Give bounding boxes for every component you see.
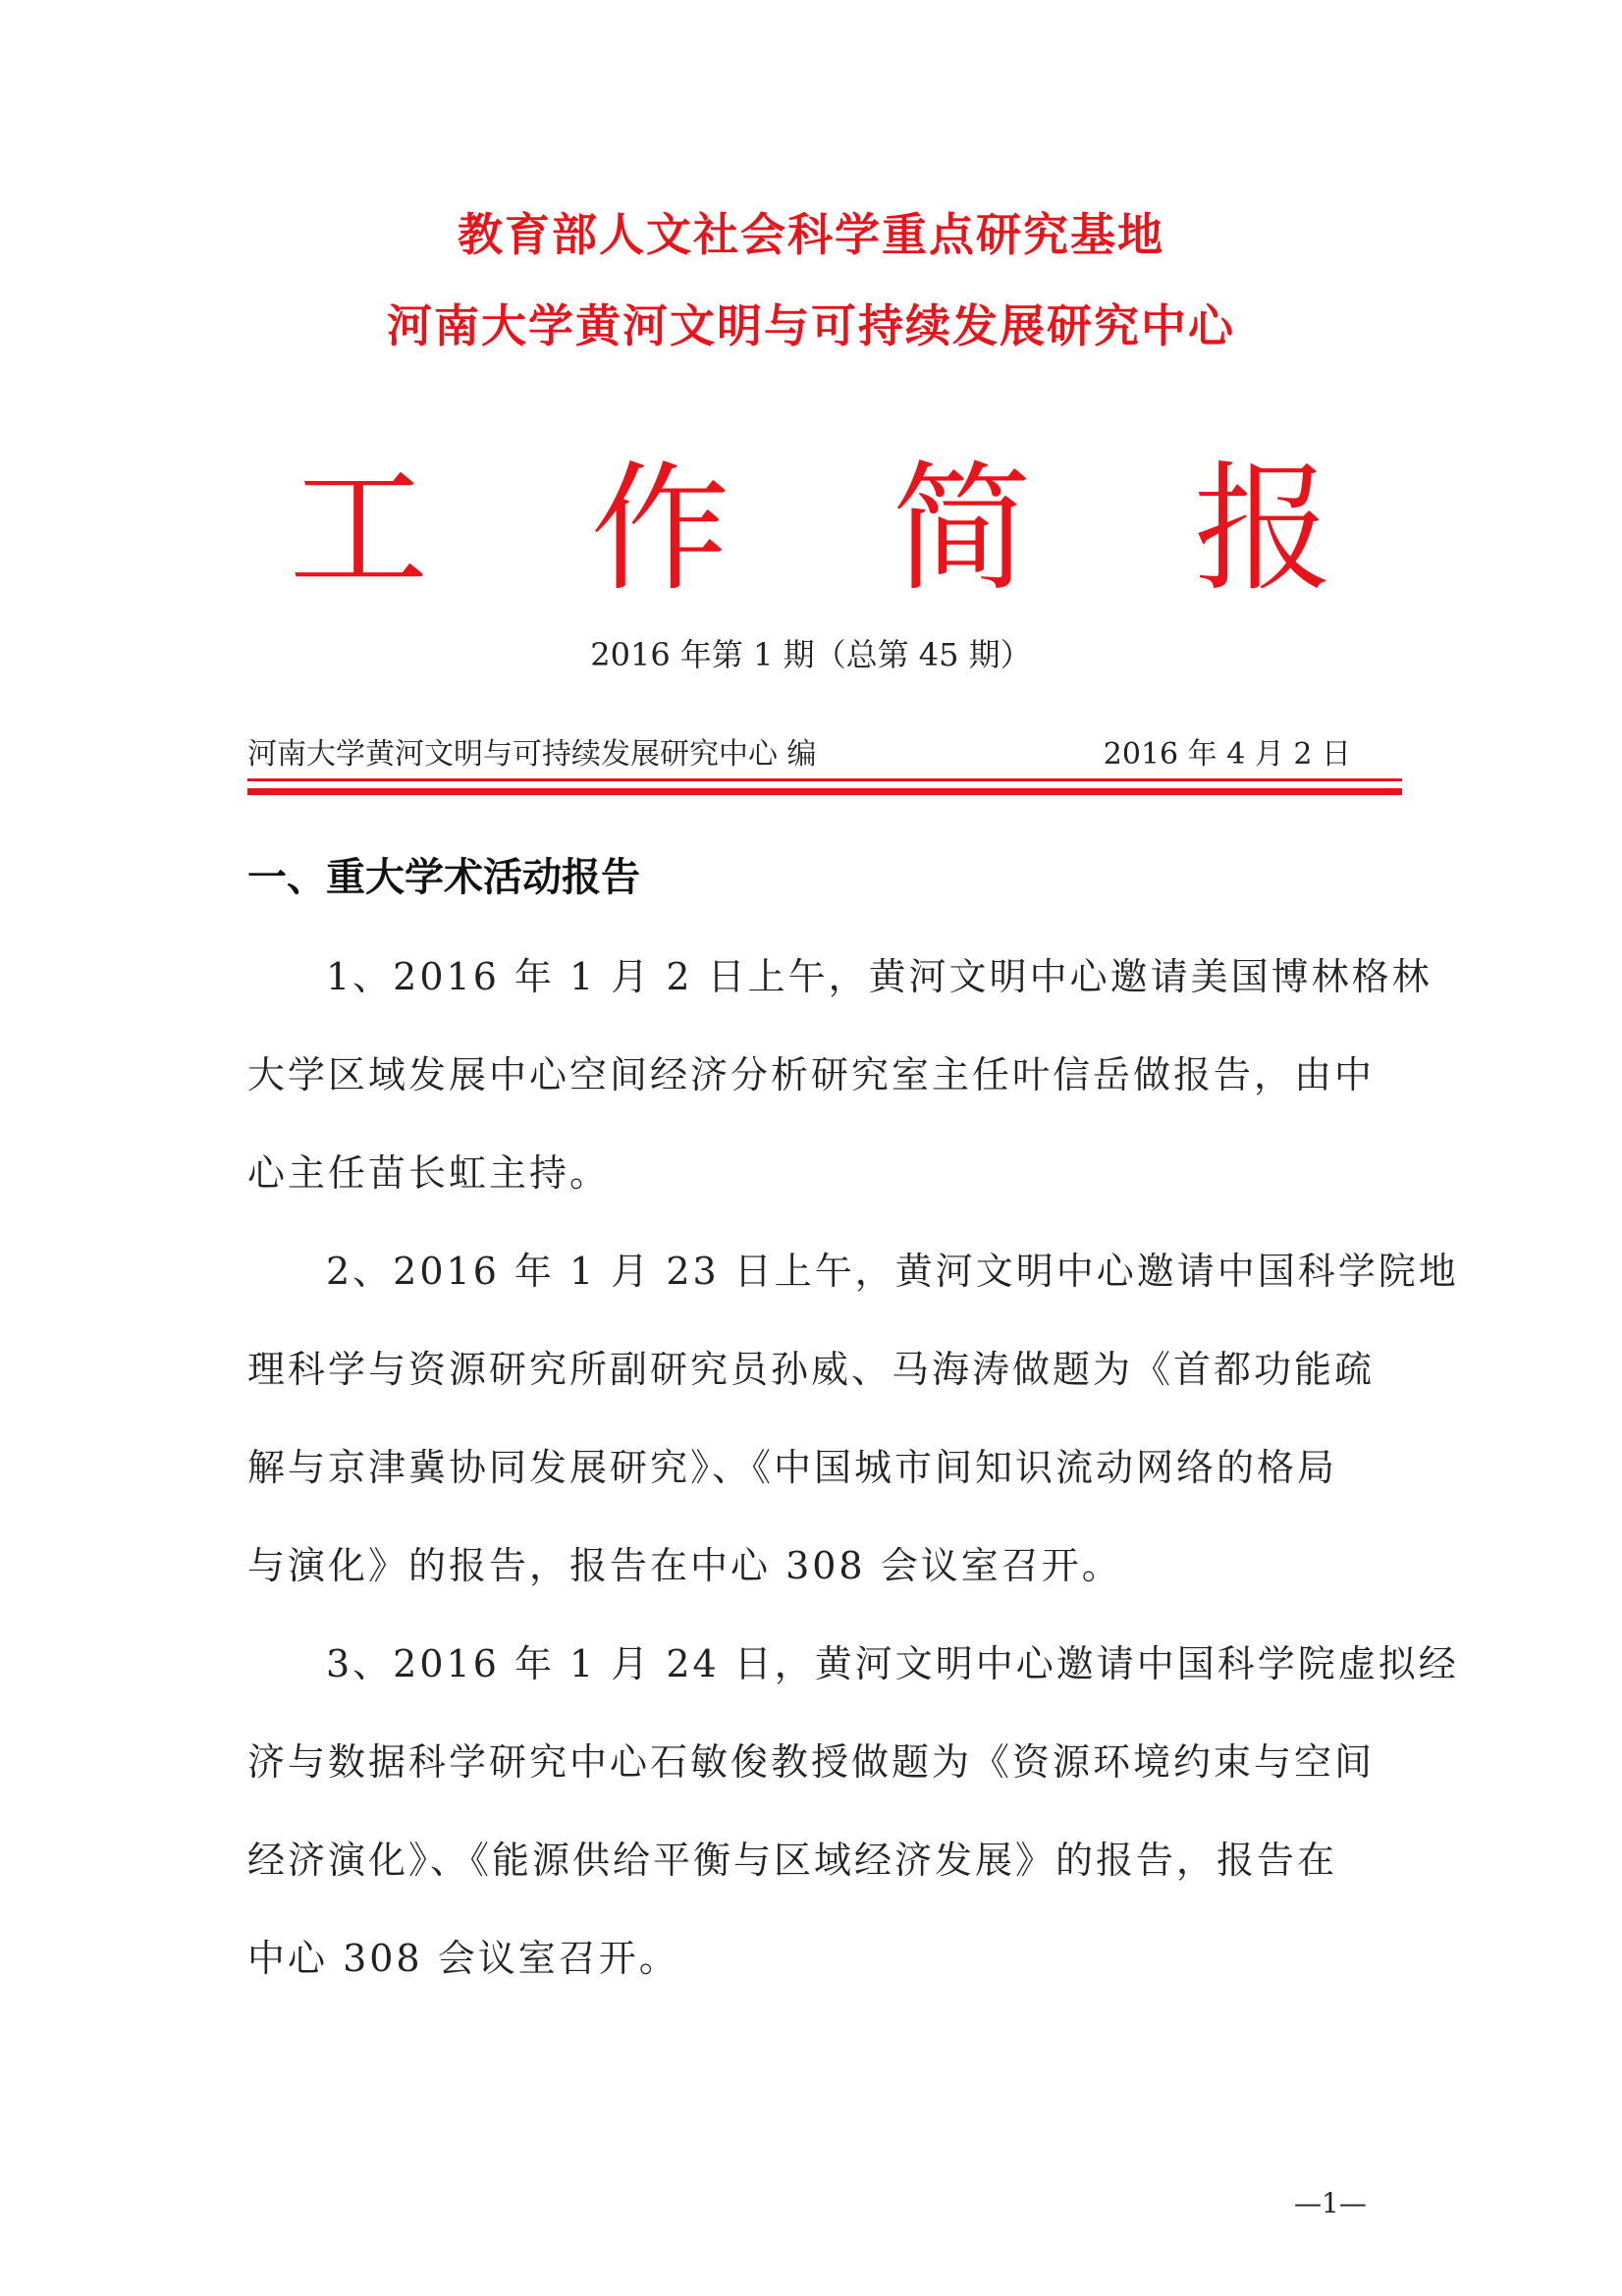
paragraph-line: 济与数据科学研究中心石敏俊教授做题为《资源环境约束与空间 — [247, 1740, 1376, 1784]
paragraph-line: 大学区域发展中心空间经济分析研究室主任叶信岳做报告，由中 — [247, 1053, 1376, 1096]
document-title: 工 作 简 报 — [289, 449, 1392, 611]
org-name-line-1: 教育部人文社会科学重点研究基地 — [458, 208, 1164, 261]
paragraph-line: 经济演化》、《能源供给平衡与区域经济发展》的报告，报告在 — [247, 1839, 1338, 1882]
paragraph-1 — [247, 928, 1433, 1222]
paragraph-line: 解与京津冀协同发展研究》、《中国城市间知识流动网络的格局 — [247, 1446, 1338, 1489]
header-divider-thick — [247, 788, 1402, 795]
paragraph-2 — [247, 1222, 1459, 1615]
paragraph-line: 心主任苗长虹主持。 — [247, 1151, 611, 1195]
paragraph-line: 理科学与资源研究所副研究员孙威、马海涛做题为《首都功能疏 — [247, 1348, 1376, 1391]
org-name-line-2: 河南大学黄河文明与可持续发展研究中心 — [387, 299, 1235, 352]
paragraph-line: 中心 308 会议室召开。 — [247, 1937, 679, 1980]
page-number: —1— — [1294, 2187, 1367, 2219]
paragraph-line: 1、2016 年 1 月 2 日上午，黄河文明中心邀请美国博林格林 — [326, 955, 1433, 998]
paragraph-line: 3、2016 年 1 月 24 日，黄河文明中心邀请中国科学院虚拟经 — [326, 1642, 1459, 1685]
issue-number: 2016 年第 1 期（总第 45 期） — [590, 636, 1032, 673]
paragraph-3 — [247, 1615, 1459, 2007]
publication-date: 2016 年 4 月 2 日 — [1103, 737, 1351, 772]
header-divider-thin — [247, 778, 1402, 781]
editor-credit: 河南大学黄河文明与可持续发展研究中心 编 — [247, 737, 817, 772]
paragraph-line: 2、2016 年 1 月 23 日上午，黄河文明中心邀请中国科学院地 — [326, 1250, 1459, 1293]
paragraph-line: 与演化》的报告，报告在中心 308 会议室召开。 — [247, 1544, 1122, 1587]
section-heading: 一、重大学术活动报告 — [247, 855, 640, 900]
